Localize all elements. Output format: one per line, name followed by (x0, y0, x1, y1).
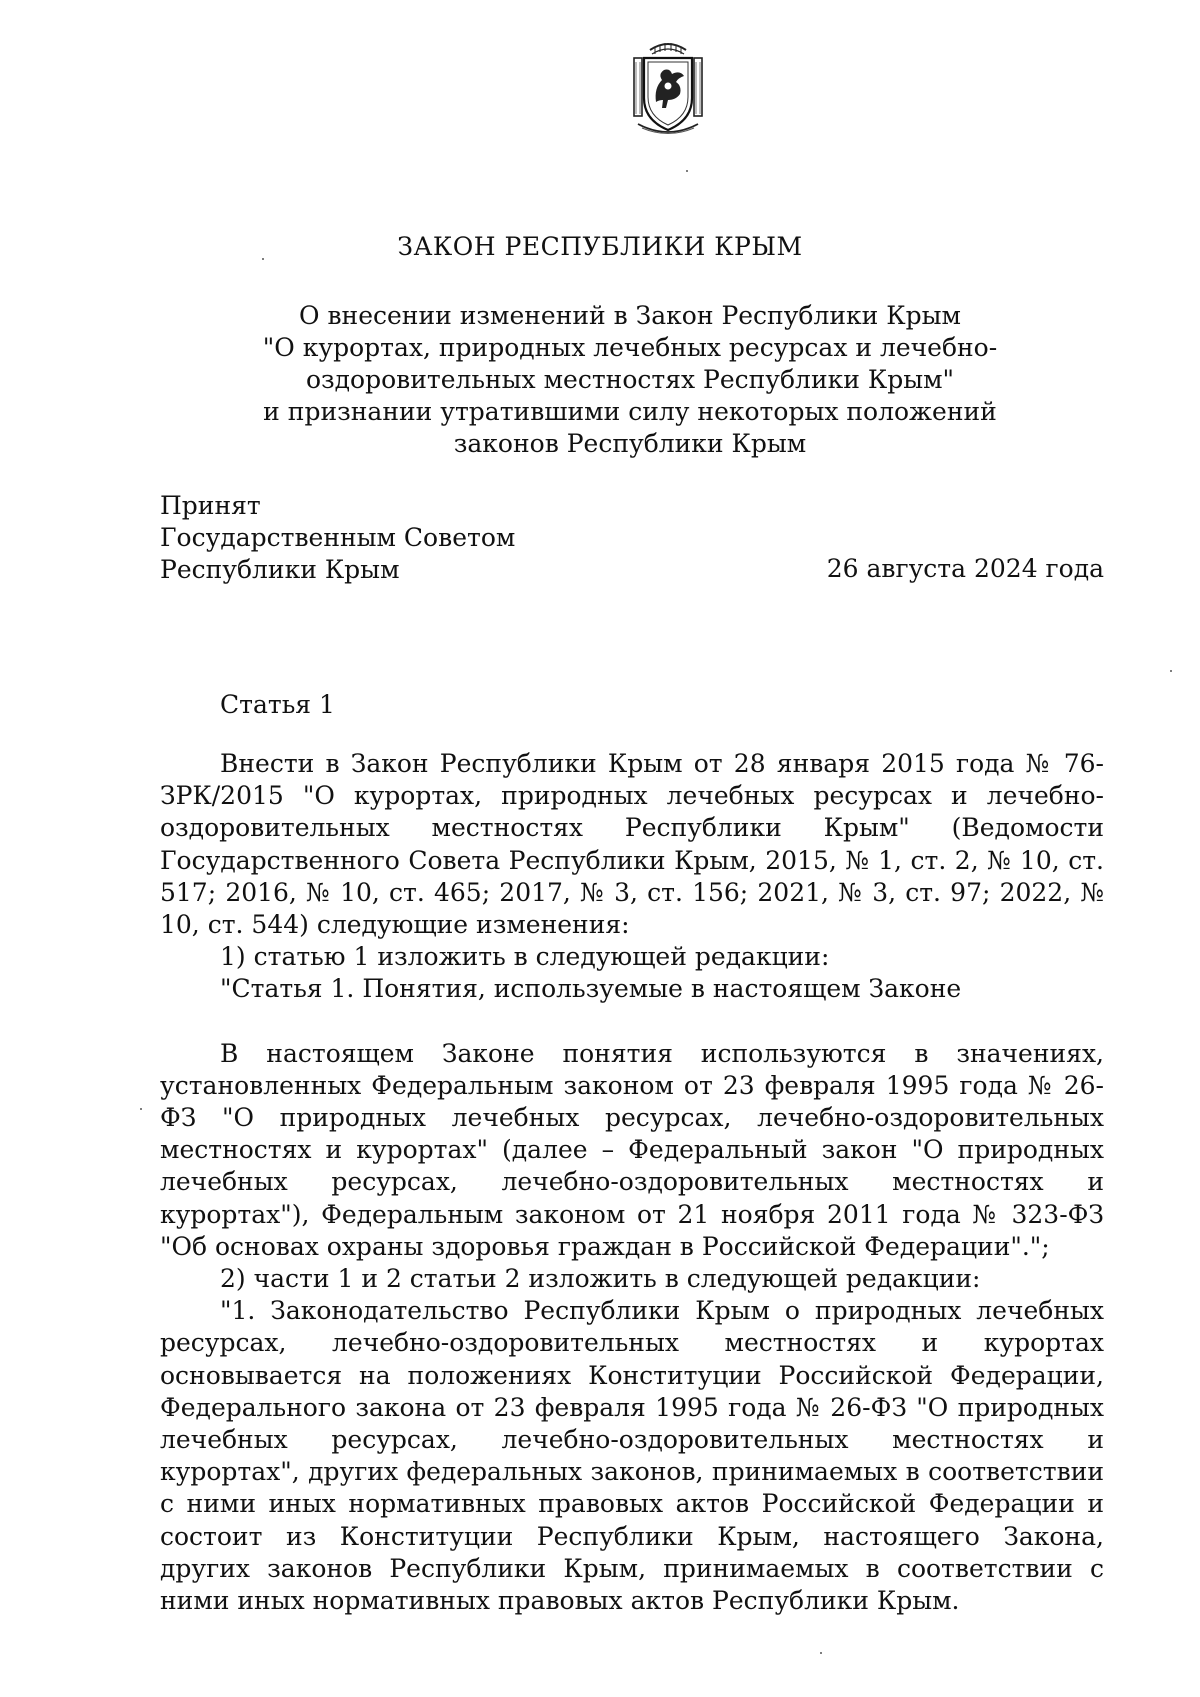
subtitle-line: О внесении изменений в Закон Республики Крым (299, 301, 961, 330)
adoption-date: 26 августа 2024 года (826, 554, 1104, 583)
adopted-line: Принят (160, 491, 261, 520)
body-paragraph: "1. Законодательство Республики Крым о природных лечебных ресурсах, лечебно-оздоровительных местностях и курортах основывается на положениях Конституции Российской Федерации, Федерального закона от 23 февраля 1995 года № 26-ФЗ "О природных лечебных ресурсах, лечебно-оздоровительных местностях и курортах", других федеральных законов, принимаемых в соответствии с ними иных нормативных правовых актов Российской Федерации и состоит из Конституции Республики Крым, настоящего Закона, других законов Республики Крым, принимаемых в соответствии с ними иных нормативных правовых актов Республики Крым. (160, 1296, 1104, 1616)
adoption-block (160, 490, 515, 586)
document-body (160, 748, 1104, 1617)
scan-speck (686, 170, 688, 172)
subtitle-line: и признании утратившими силу некоторых положений (263, 397, 997, 426)
body-paragraph: Внести в Закон Республики Крым от 28 января 2015 года № 76-ЗРК/2015 "О курортах, природных лечебных ресурсах и лечебно-оздоровительных местностях Республики Крым" (Ведомости Государственного Совета Республики Крым, 2015, № 1, ст. 2, № 10, ст. 517; 2016, № 10, ст. 465; 2017, № 3, ст. 156; 2021, № 3, ст. 97; 2022, № 10, ст. 544) следующие изменения: (160, 749, 1104, 940)
paragraph-gap (160, 1006, 1104, 1038)
scan-speck (820, 1652, 822, 1654)
scan-speck (1170, 670, 1172, 672)
document-title: ЗАКОН РЕСПУБЛИКИ КРЫМ (397, 232, 803, 261)
body-paragraph: В настоящем Законе понятия используются в значениях, установленных Федеральным законом от 23 февраля 1995 года № 26-ФЗ "О природных лечебных ресурсах, лечебно-оздоровительных местностях и курортах" (далее – Федеральный закон "О природных лечебных ресурсах, лечебно-оздоровительных местностях и курортах"), Федеральным законом от 21 ноября 2011 года № 323-ФЗ "Об основах охраны здоровья граждан в Российской Федерации"."; (160, 1038, 1104, 1261)
body-paragraph: 1) статью 1 изложить в следующей редакции: (220, 942, 830, 972)
body-paragraph: 2) части 1 и 2 статьи 2 изложить в следующей редакции: (220, 1264, 981, 1294)
article-heading: Статья 1 (220, 690, 335, 719)
subtitle-line: законов Республики Крым (453, 429, 807, 458)
subtitle-line: "О курортах, природных лечебных ресурсах и лечебно- (262, 333, 998, 362)
adopted-line: Республики Крым (160, 555, 400, 584)
scan-speck (140, 1108, 142, 1110)
body-paragraph: "Статья 1. Понятия, используемые в настоящем Законе (220, 974, 962, 1004)
subtitle-line: оздоровительных местностях Республики Крым" (305, 365, 955, 394)
document-subtitle (250, 300, 1010, 460)
crimea-coat-of-arms-icon (628, 36, 708, 140)
adopted-line: Государственным Советом (160, 523, 516, 552)
